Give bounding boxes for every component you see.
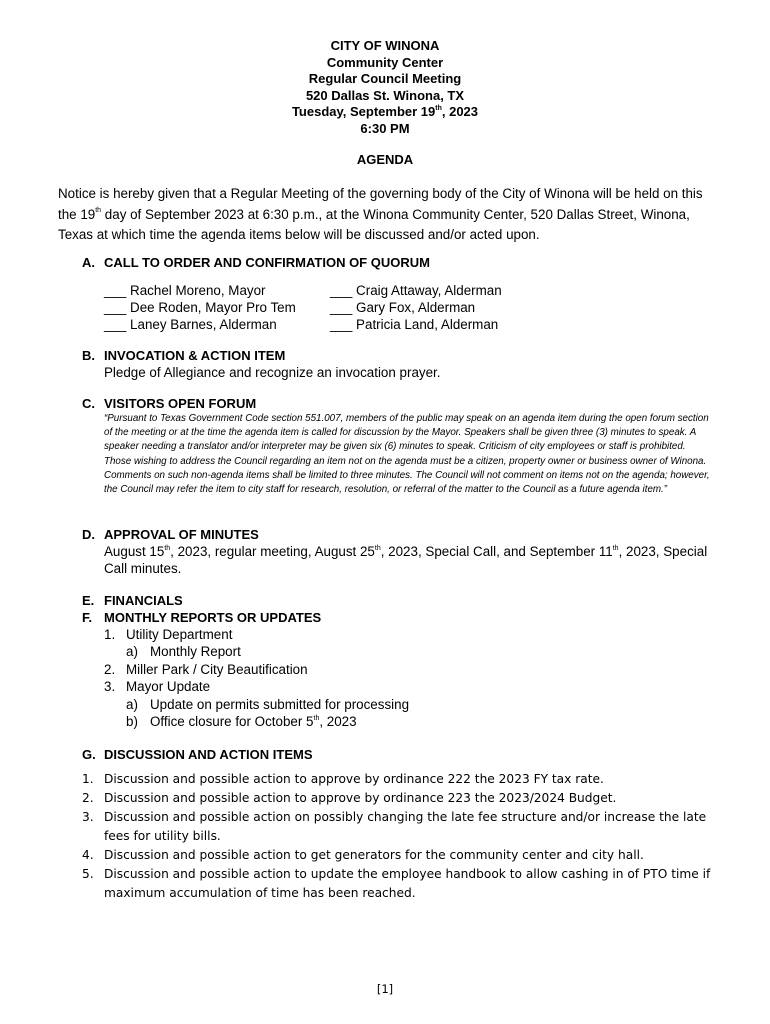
page-number: [1] [376, 982, 394, 996]
agenda-title: AGENDA [356, 152, 414, 167]
section-heading: D. APPROVAL OF MINUTES [82, 527, 259, 542]
document-header [0, 38, 770, 138]
meeting-date: Tuesday, September 19th, 2023 [291, 104, 479, 120]
section-visitors-forum [82, 395, 712, 497]
list-item: 2. Miller Park / City Beautification [104, 661, 308, 677]
roll-call-column-left [104, 282, 296, 333]
meeting-notice: Notice is hereby given that a Regular Meeting of the governing body of the City of Winona will be held on this the 19th day of September 2023 at 6:30 p.m., at the Winona Community Center, 520 Dallas Street, Winona, Texas at which time the agenda items below will be discussed and/or acted upon. [58, 186, 703, 242]
section-body: Pledge of Allegiance and recognize an invocation prayer. [104, 365, 441, 380]
forum-statement: “Pursuant to Texas Government Code section 551.007, members of the public may speak on an agenda item during the open forum section of the meeting or at the time the agenda item is called for discussion by the Mayor. Speakers shall be given three (3) minutes to speak. A speaker needing a translator and/or interpreter may be given six (6) minutes to speak. Criticism of city employees or staff is prohibited. Those wishing to address the Council regarding an item not on the agenda must be a citizen, property owner or business owner of Winona. Comments on such non-agenda items shall be limited to three minutes. The Council will not comment on items not on the agenda; however, the Council may refer the item to city staff for research, resolution, or referral of the matter to the Council as a future agenda item.” [104, 413, 710, 496]
section-financials-reports [82, 592, 712, 730]
minutes-list: August 15th, 2023, regular meeting, August 25th, 2023, Special Call, and September 11th, 2023, Special Call minutes. [104, 544, 708, 576]
list-subitem: a) Update on permits submitted for processing [126, 696, 410, 712]
roll-call-item: ___ Gary Fox, Alderman [330, 300, 476, 315]
section-invocation [82, 347, 712, 381]
list-item: 1. Utility Department [104, 627, 233, 642]
meeting-type: Regular Council Meeting [308, 71, 462, 87]
roll-call-column-right [330, 282, 502, 333]
section-approval-of-minutes [82, 526, 712, 577]
roll-call-item: ___ Rachel Moreno, Mayor [104, 283, 266, 298]
roll-call-item: ___ Dee Roden, Mayor Pro Tem [104, 300, 296, 315]
discussion-item: 1. Discussion and possible action to approve by ordinance 222 the 2023 FY tax rate. [82, 772, 604, 786]
section-discussion [82, 746, 712, 763]
list-item: 3. Mayor Update [104, 679, 211, 695]
section-heading: C. VISITORS OPEN FORUM [82, 396, 257, 411]
city-name: CITY OF WINONA [330, 38, 440, 53]
discussion-item: 2. Discussion and possible action to approve by ordinance 223 the 2023/2024 Budget. [82, 791, 617, 805]
section-heading-reports: F. MONTHLY REPORTS OR UPDATES [82, 610, 322, 625]
list-subitem: b) Office closure for October 5th, 2023 [126, 714, 357, 730]
discussion-item: 5. Discussion and possible action to update the employee handbook to allow cashing in of PTO time if maximum accumulation of time has been reached. [82, 867, 711, 900]
meeting-time: 6:30 PM [360, 120, 410, 136]
section-call-to-order [82, 254, 712, 271]
section-heading-financials: E. FINANCIALS [82, 593, 183, 608]
reports-list [104, 626, 712, 730]
list-subitem: a) Monthly Report [126, 644, 241, 660]
section-heading: B. INVOCATION & ACTION ITEM [82, 348, 286, 363]
section-heading: G. DISCUSSION AND ACTION ITEMS [82, 747, 313, 762]
discussion-items [82, 770, 722, 903]
roll-call-item: ___ Craig Attaway, Alderman [330, 283, 502, 298]
discussion-item: 4. Discussion and possible action to get generators for the community center and city hall. [82, 848, 644, 862]
discussion-item: 3. Discussion and possible action on possibly changing the late fee structure and/or increase the late fees for utility bills. [82, 810, 707, 843]
roll-call-item: ___ Laney Barnes, Alderman [104, 317, 277, 332]
meeting-address: 520 Dallas St. Winona, TX [305, 87, 465, 103]
venue-name: Community Center [326, 54, 444, 70]
section-heading: A. CALL TO ORDER AND CONFIRMATION OF QUORUM [82, 255, 430, 270]
roll-call-item: ___ Patricia Land, Alderman [330, 317, 499, 332]
